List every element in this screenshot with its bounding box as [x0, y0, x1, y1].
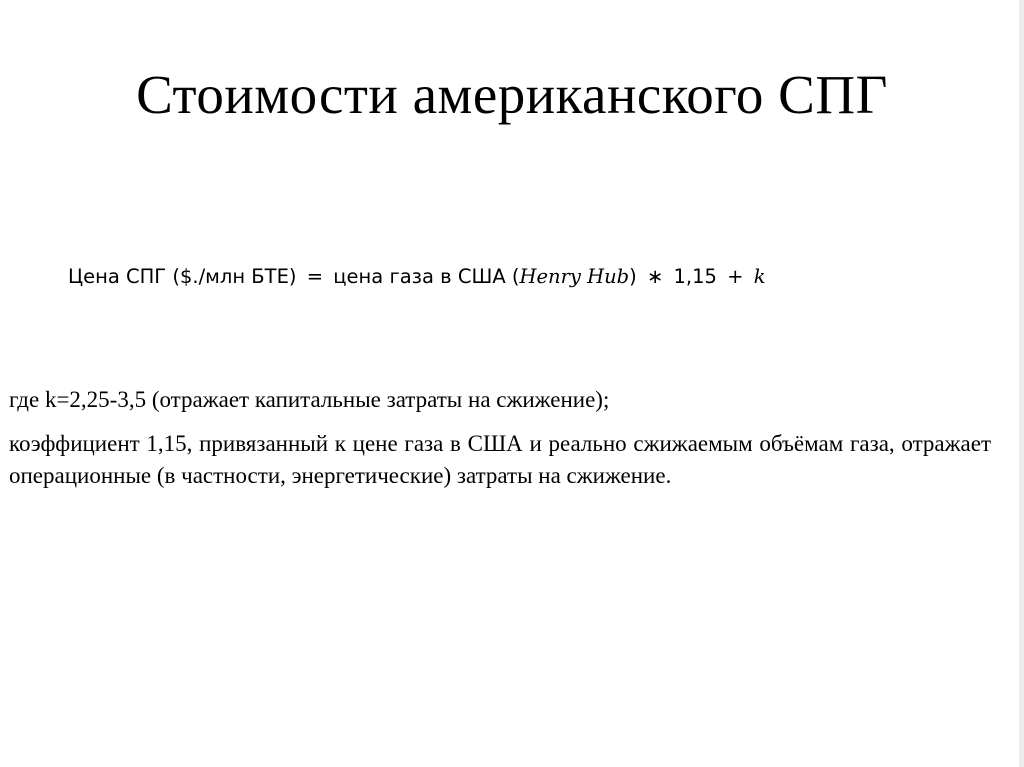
paragraph-coefficient-explanation: коэффициент 1,15, привязанный к цене газа в США и реально сжижаемым объёмам газа, отражает операционные (в частности, энергетические) затраты на сжижение. [9, 431, 991, 488]
formula-plus: + [727, 265, 744, 288]
formula-close-paren: ) [629, 265, 637, 288]
formula-coefficient: 1,15 [673, 265, 717, 288]
paragraph-k-definition: где k=2,25-3,5 (отражает капитальные затраты на сжижение); [9, 387, 610, 412]
price-formula [68, 262, 766, 292]
formula-k: k [753, 265, 766, 288]
formula-hub: Henry Hub [519, 265, 630, 288]
formula-rhs-text: цена газа в США ( [333, 265, 520, 288]
formula-times: ∗ [646, 265, 664, 288]
formula-equals: = [306, 265, 324, 288]
formula-lhs: Цена СПГ ($./млн БТЕ) [68, 265, 297, 288]
slide-title: Стоимости американского СПГ [136, 64, 888, 125]
